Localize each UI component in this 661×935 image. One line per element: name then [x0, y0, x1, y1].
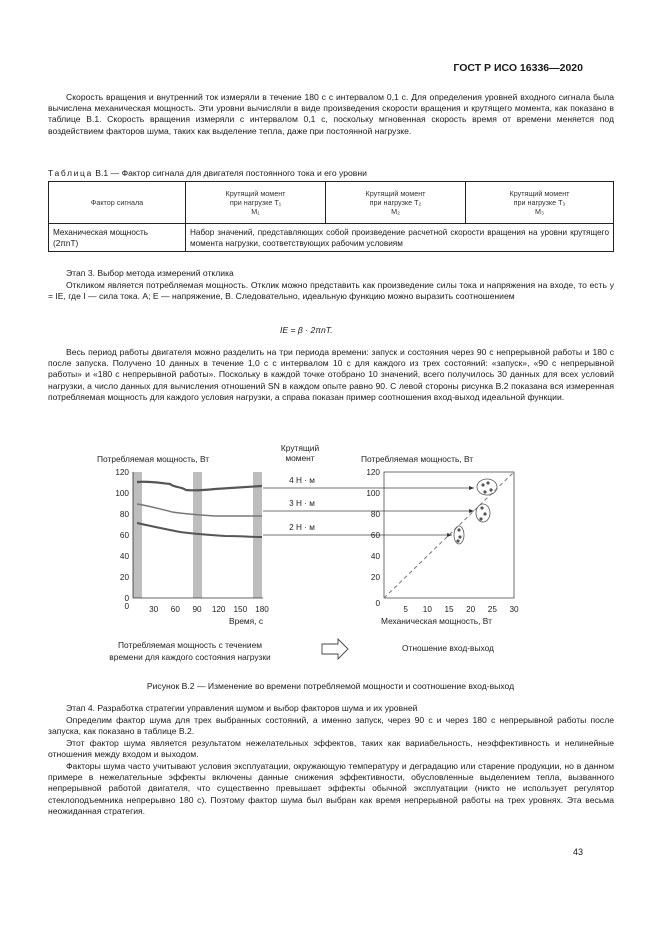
left-x-tick-label: 180	[255, 605, 269, 614]
left-y-tick-label: 20	[119, 573, 129, 582]
stage3-text: Откликом является потребляемая мощность. Отклик можно представить как произведение силы тока и напряжения на входе, то есть y = IE, где I — сила тока. А; E — напряжение, В. Следовательно, идеальную функцию можно выразить соотношением	[48, 280, 614, 302]
torque-title-line1: Крутящий	[280, 443, 320, 453]
right-y-ticks	[366, 468, 380, 582]
left-origin-label: 0	[124, 602, 129, 611]
right-y-tick-label: 60	[370, 531, 380, 540]
torque-title-line2: момент	[285, 453, 315, 463]
transition-arrow	[322, 639, 348, 659]
measurement-paragraph: Весь период работы двигателя можно разделить на три периода времени: запуск и состояния через 90 с непрерывной работы и 180 с после запуска. Получено 10 данных в течение 1,0 с с интервалом 10 с для каждого из трех состояний: «запуск», «90 с непрерывной работы» и «180 с непрерывной работы». Поскольку в каждой точке отобрано 10 значений, всего получилось 30 данных для всех условий нагрузки, а число данных для вычисления отношений SN в каждом опыте равно 90. С левой стороны рисунка В.2 показана вся измеренная потребляемая мощность для каждого условия нагрузки, а справа показан пример соотношения вход-выход идеальной функции.	[48, 347, 614, 402]
table-header-m1: Крутящий момент при нагрузке T₁ M₁	[186, 182, 326, 224]
right-x-tick-label: 30	[509, 605, 519, 614]
left-x-tick-label: 30	[149, 605, 159, 614]
left-y-ticks	[115, 468, 129, 603]
right-x-tick-label: 5	[403, 605, 408, 614]
left-panel-caption-2: времени для каждого состояния нагрузки	[109, 652, 271, 662]
table-row-description: Набор значений, представляющих собой произведение расчетной скорости вращения на уровни крутящего момента нагрузки, соответствующих рабочим условиям	[186, 224, 614, 252]
right-y-tick-label: 80	[370, 510, 380, 519]
left-y-tick-label: 100	[115, 489, 129, 498]
stage4-paragraph-1: Определим фактор шума для трех выбранных состояний, а именно запуск, через 90 с и через 180 с непрерывной работы после запуска, как показано в таблице В.2.	[48, 715, 614, 737]
stage4-paragraph-2: Этот фактор шума является результатом нежелательных эффектов, таких как вариабельность, неэффективность и нелинейные отношения между входом и выходом.	[48, 738, 614, 760]
left-x-tick-label: 90	[192, 605, 202, 614]
band-180s	[253, 472, 262, 598]
ideal-function-formula: IE = β · 2πnT.	[280, 325, 333, 335]
page-number: 43	[572, 847, 583, 857]
stage4-paragraph-3: Факторы шума часто учитывают условия эксплуатации, окружающую температуру и деградацию или старение продукции, но в данном примере в нежелательные эффекты включены данные снижения эффективности, обусловленные выделением тепла, вызванного непрерывной работой двигателя, что существенно превышает эффекты обычной эксплуатации (никто не использует регулятор стеклоподъемника непрерывно 180 с). Поэтому фактор шума был выбран как время непрерывной работы на трех уровнях. Эта весьма неожиданная стратегия.	[48, 761, 614, 816]
left-y-tick-label: 0	[124, 594, 129, 603]
table-header-factor: Фактор сигнала	[49, 182, 186, 224]
right-panel-caption: Отношение вход-выход	[402, 643, 494, 653]
right-y-tick-label: 40	[370, 552, 380, 561]
right-x-tick-label: 10	[422, 605, 432, 614]
left-x-tick-label: 150	[233, 605, 248, 614]
left-x-label: Время, с	[229, 616, 264, 626]
right-y-tick-label: 100	[366, 489, 380, 498]
left-y-tick-label: 60	[119, 531, 129, 540]
right-y-tick-label: 20	[370, 573, 380, 582]
band-start	[133, 472, 142, 598]
right-x-tick-label: 20	[466, 605, 476, 614]
table-header-m3: Крутящий момент при нагрузке T₃ M₃	[466, 182, 614, 224]
left-y-tick-label: 120	[115, 468, 129, 477]
cluster-3nm	[476, 504, 490, 522]
table-caption-text: В.1 — Фактор сигнала для двигателя постоянного тока и его уровни	[95, 168, 367, 178]
left-panel-caption-1: Потребляемая мощность с течением	[117, 640, 263, 650]
torque-label-2: 2 Н · м	[289, 523, 315, 532]
right-x-label: Механическая мощность, Вт	[381, 616, 492, 626]
intro-paragraph: Скорость вращения и внутренний ток измеряли в течение 180 с с интервалом 0,1 с. Для определения уровней входного сигнала была вычислена механическая мощность. Эти уровни вычисляли в виде произведения скорости вращения и крутящего момента, как показано в таблице В.1. Скорость вращения измеряли с интервалом 0,1 с, поскольку мгновенная скорость время от времени меняется под воздействием факторов шума, таких как выделение тепла, даже при постоянной нагрузке.	[48, 92, 614, 136]
cluster-4nm	[477, 479, 497, 495]
right-x-tick-label: 15	[444, 605, 454, 614]
right-x-ticks	[375, 599, 519, 614]
left-x-ticks	[124, 602, 269, 614]
right-y-tick-label: 120	[366, 468, 380, 477]
left-y-tick-label: 40	[119, 552, 129, 561]
stage3-title: Этап 3. Выбор метода измерений отклика	[66, 268, 234, 278]
right-chart-title: Потребляемая мощность, Вт	[361, 454, 474, 464]
document-code: ГОСТ Р ИСО 16336—2020	[453, 62, 583, 74]
table-caption-prefix: Таблица	[48, 168, 93, 178]
right-x-tick-label: 0	[375, 599, 380, 608]
left-x-tick-label: 60	[170, 605, 180, 614]
torque-label-3: 3 Н · м	[289, 499, 315, 508]
left-chart-title: Потребляемая мощность, Вт	[97, 454, 210, 464]
stage4-title: Этап 4. Разработка стратегии управления шумом и выбор факторов шума и их уровней	[66, 703, 418, 713]
right-x-tick-label: 25	[487, 605, 497, 614]
torque-label-4: 4 Н · м	[289, 476, 315, 485]
left-y-tick-label: 80	[119, 510, 129, 519]
table-row-name: Механическая мощность (2πnT)	[49, 224, 186, 252]
figure-caption: Рисунок В.2 — Изменение во времени потребляемой мощности и соотношение вход-выход	[146, 681, 515, 691]
table-header-m2: Крутящий момент при нагрузке T₂ M₂	[326, 182, 466, 224]
left-x-tick-label: 120	[211, 605, 226, 614]
